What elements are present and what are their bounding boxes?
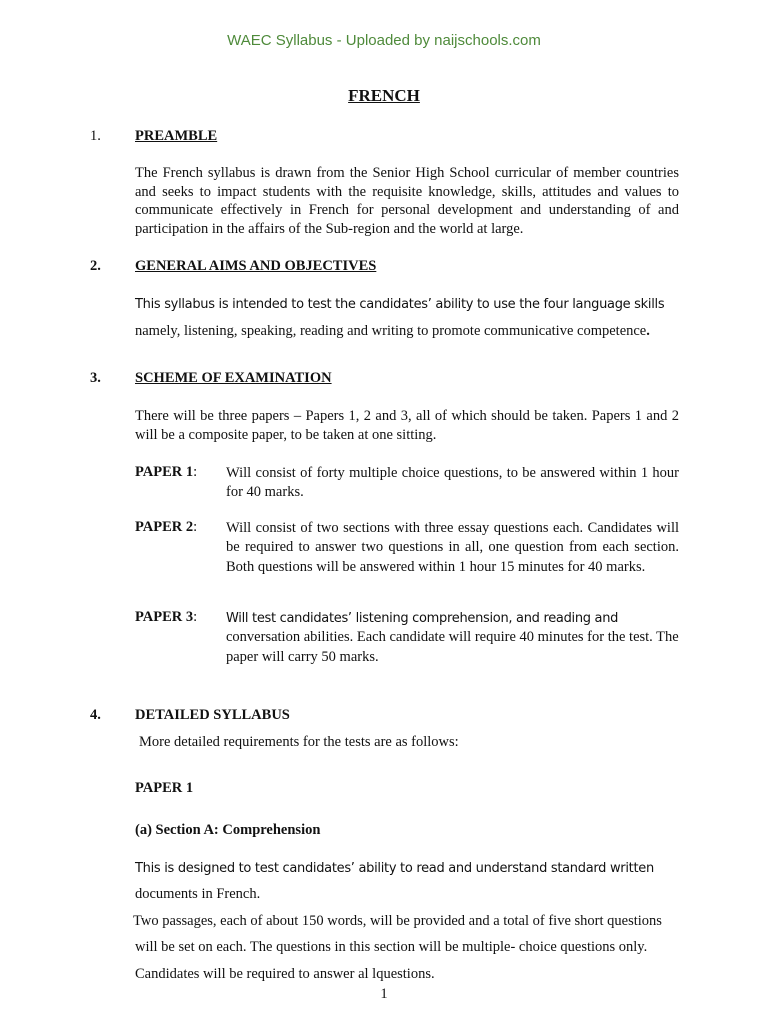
paper-3-label-text: PAPER 3	[135, 609, 194, 625]
paper-1-description: Will consist of forty multiple choice questions, to be answered within 1 hour for 40 marks.	[226, 465, 679, 501]
aims-line-1	[135, 296, 695, 313]
paper-2-label	[135, 519, 197, 536]
section-heading-preamble: PREAMBLE	[135, 128, 218, 144]
section-number-preamble: 1.	[90, 128, 101, 144]
aims-line-2	[135, 323, 695, 340]
paper-3-description-rest: conversation abilities. Each candidate will require 40 minutes for the test. The paper will carry 50 marks.	[226, 629, 679, 665]
section-number-scheme: 3.	[90, 370, 101, 386]
section-a-line-5: Candidates will be required to answer al lquestions.	[135, 966, 435, 982]
section-heading-aims: GENERAL AIMS AND OBJECTIVES	[135, 258, 377, 274]
preamble-paragraph: The French syllabus is drawn from the Senior High School curricular of member countries and seeks to impact students with the requisite knowledge, skills, attitudes and values to communicate effectively in French for personal development and understanding of and participation in the affairs of the Sub-region and the world at large.	[135, 165, 679, 238]
detailed-intro: More detailed requirements for the tests are as follows:	[139, 734, 459, 750]
page-number: 1	[380, 986, 388, 1002]
section-a-line-1-text: This is designed to test candidates’ ability to read and understand standard written	[135, 861, 654, 876]
paper-2-colon: :	[193, 519, 198, 535]
section-a-line-4: will be set on each. The questions in this section will be multiple- choice questions only.	[135, 939, 648, 955]
paper-1-label-text: PAPER 1	[135, 464, 194, 480]
paper-1-colon: :	[193, 464, 198, 480]
document-title: FRENCH	[348, 86, 420, 105]
paper-3-label	[135, 609, 197, 626]
paper-1-label	[135, 464, 197, 481]
paper-3-description	[226, 609, 679, 667]
aims-line-2-period: .	[646, 323, 650, 339]
paper-2-description: Will consist of two sections with three essay questions each. Candidates will be required to answer two questions in all, one question from each section. Both questions will be answered within 1 hour 15 minutes for 40 marks.	[226, 520, 679, 575]
aims-line-2-text: namely, listening, speaking, reading and writing to promote communicative competence	[135, 323, 647, 339]
paper-2-label-text: PAPER 2	[135, 519, 194, 535]
scheme-intro: There will be three papers – Papers 1, 2 and 3, all of which should be taken. Papers 1 and 2 will be a composite paper, to be taken at one sitting.	[135, 408, 679, 443]
section-heading-detailed: DETAILED SYLLABUS	[135, 707, 290, 723]
section-a-line-3: Two passages, each of about 150 words, will be provided and a total of five short questions	[133, 913, 662, 929]
section-a-heading: (a) Section A: Comprehension	[135, 822, 321, 838]
section-heading-scheme: SCHEME OF EXAMINATION	[135, 370, 332, 386]
section-a-line-2: documents in French.	[135, 886, 261, 902]
document-header: WAEC Syllabus - Uploaded by naijschools.com	[227, 32, 541, 49]
section-number-detailed: 4.	[90, 707, 101, 723]
section-number-aims: 2.	[90, 258, 101, 274]
section-a-line-1	[135, 860, 695, 877]
paper-1-subheading: PAPER 1	[135, 780, 194, 796]
aims-line-1-text: This syllabus is intended to test the candidates’ ability to use the four language skills	[135, 297, 665, 312]
paper-3-colon: :	[193, 609, 198, 625]
paper-3-description-line-1: Will test candidates’ listening comprehension, and reading and	[226, 611, 619, 626]
